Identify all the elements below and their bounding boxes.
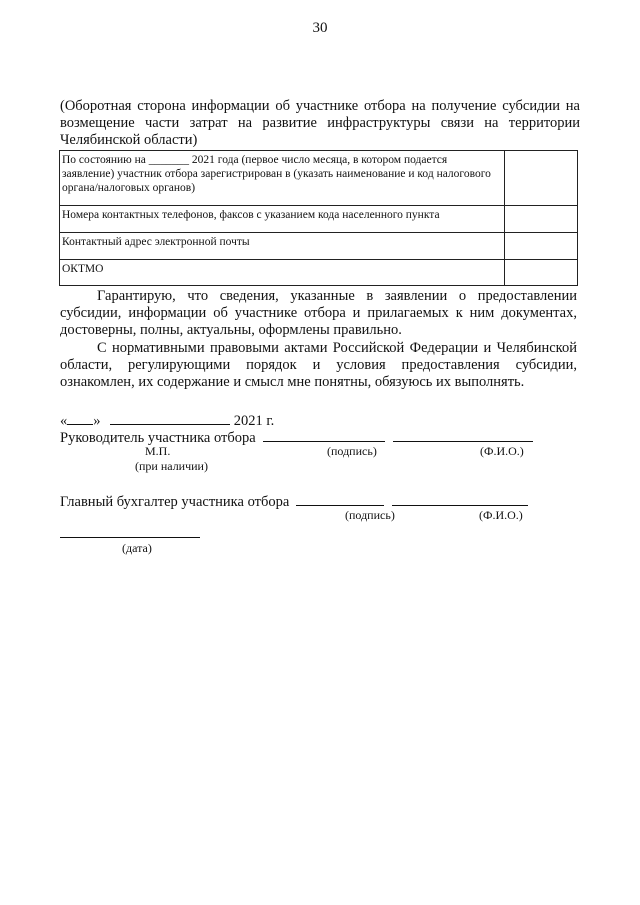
table-row [60, 206, 578, 233]
accountant-name-caption: (Ф.И.О.) [479, 508, 523, 522]
date-open-quote: « [60, 413, 68, 429]
stamp-note: (при наличии) [135, 459, 208, 473]
head-signature-line [60, 427, 533, 447]
date-caption: (дата) [122, 541, 152, 555]
day-field[interactable] [67, 410, 93, 425]
accountant-signature-caption: (подпись) [345, 508, 395, 522]
date-year: 2021 г. [233, 413, 275, 429]
row-value-email[interactable] [505, 233, 578, 260]
form-caption: (Оборотная сторона информации об участнике отбора на получение субсидии на возмещение части затрат на развитие инфраструктуры связи на территории Челябинской области) [60, 98, 580, 148]
guarantee-paragraph: Гарантирую, что сведения, указанные в заявлении о предоставлении субсидии, информации об участнике отбора и прилагаемых к ним документах, достоверны, полны, актуальны, оформлены правильно. [60, 288, 577, 338]
accountant-signature-field[interactable] [296, 491, 384, 506]
head-signature-field[interactable] [263, 427, 385, 442]
row-label-tax-registration: По состоянию на _______ 2021 года (первое число месяца, в котором подается заявление) участник отбора зарегистрирован в (указать наименование и код налогового органа/налоговых органов) [60, 151, 505, 206]
row-label-email: Контактный адрес электронной почты [60, 233, 505, 260]
page-number: 30 [312, 20, 328, 36]
head-name-field[interactable] [393, 427, 533, 442]
head-name-caption: (Ф.И.О.) [480, 444, 524, 458]
stamp-label: М.П. [145, 444, 171, 458]
head-signature-caption: (подпись) [327, 444, 377, 458]
row-value-oktmo[interactable] [505, 260, 578, 286]
accountant-signature-line [60, 491, 528, 511]
row-value-phones[interactable] [505, 206, 578, 233]
accountant-label: Главный бухгалтер участника отбора [60, 494, 290, 510]
row-label-phones: Номера контактных телефонов, факсов с указанием кода населенного пункта [60, 206, 505, 233]
accountant-name-field[interactable] [392, 491, 528, 506]
date-field[interactable] [60, 537, 200, 538]
row-label-oktmo: ОКТМО [60, 260, 505, 286]
head-label: Руководитель участника отбора [60, 430, 256, 446]
row-value-tax-registration[interactable] [505, 151, 578, 206]
month-field[interactable] [110, 410, 230, 425]
table-row [60, 233, 578, 260]
table-row [60, 151, 578, 206]
table-row [60, 260, 578, 286]
participant-info-table [59, 150, 578, 286]
date-close-quote: » [93, 413, 101, 429]
acknowledge-paragraph: С нормативными правовыми актами Российской Федерации и Челябинской области, регулирующими порядок и условия предоставления субсидии, ознакомлен, их содержание и смысл мне понятны, обязуюсь их выполнять. [60, 340, 577, 390]
